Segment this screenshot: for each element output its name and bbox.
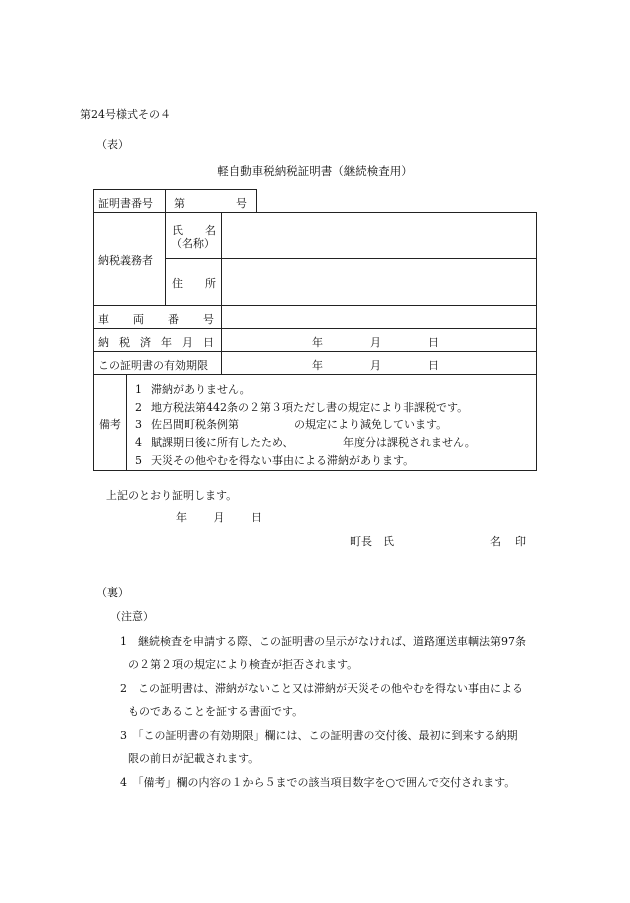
form-number: 第24号様式その４: [80, 108, 171, 121]
rule: [221, 212, 222, 374]
label-char: 日: [203, 336, 214, 349]
note-item: [120, 727, 518, 743]
rule: [126, 374, 127, 470]
cert-number-prefix: 第: [174, 197, 185, 210]
label-char: 号: [203, 313, 214, 326]
remark-num: 4: [135, 436, 142, 449]
note-num: 4: [120, 776, 127, 789]
mayor-text: 町長 氏: [350, 535, 394, 548]
back-label: （裏）: [96, 586, 129, 599]
name-label-1: 氏: [172, 224, 183, 237]
validity-year: 年: [312, 359, 323, 372]
issue-day: 日: [251, 511, 262, 524]
remark-item: [135, 399, 468, 415]
rule: [93, 212, 94, 470]
remark-item: [135, 381, 251, 397]
rule: [93, 189, 257, 190]
remark-text: 地方税法第442条の２第３項ただし書の規定により非課税です。: [151, 401, 469, 414]
remark-text: 滞納がありません。: [151, 383, 251, 396]
label-char: 税: [119, 336, 130, 349]
paid-date-label: [98, 334, 214, 350]
seal-char: 名: [490, 535, 501, 548]
label-char: 車: [98, 313, 109, 326]
remark-num: 3: [135, 418, 142, 431]
seal-char: 印: [515, 535, 526, 548]
note-line1: この証明書は、滞納がないこと又は滞納が天災その他やむを得ない事由による: [138, 682, 523, 695]
notes-label: （注意）: [110, 610, 154, 623]
label-char: 番: [168, 313, 179, 326]
note-item: [120, 680, 523, 696]
label-char: 年: [161, 336, 172, 349]
rule: [256, 189, 257, 212]
note-num: 1: [120, 635, 127, 648]
validity-label: この証明書の有効期限: [98, 359, 208, 372]
rule: [165, 189, 166, 212]
remark-item: [135, 416, 447, 432]
note-num: 2: [120, 682, 127, 695]
note-line1: 「備考」欄の内容の１から５までの該当項目数字を○で囲んで交付されます。: [138, 776, 516, 789]
remark-num: 5: [135, 454, 142, 467]
taxpayer-label: 納税義務者: [98, 254, 153, 267]
rule: [93, 328, 537, 329]
remark-text: 天災その他やむを得ない事由による滞納があります。: [151, 454, 415, 467]
note-num: 3: [120, 729, 127, 742]
rule: [93, 374, 537, 375]
note-line1: 「この証明書の有効期限」欄には、この証明書の交付後、最初に到来する納期: [138, 729, 518, 742]
document-title: 軽自動車税納税証明書（継続検査用）: [217, 164, 413, 178]
rule: [536, 212, 537, 470]
name-label-3: （名称）: [171, 237, 215, 250]
rule: [93, 351, 537, 352]
note-line1: 継続検査を申請する際、この証明書の呈示がなければ、道路運送車輌法第97条: [138, 635, 526, 648]
issue-month: 月: [213, 511, 225, 524]
note-continuation: ものであることを証する書面です。: [128, 705, 304, 718]
remarks-label: 備考: [99, 418, 121, 431]
rule: [93, 305, 537, 306]
note-continuation: 限の前日が記載されます。: [128, 752, 260, 765]
address-label-2: 所: [205, 277, 216, 290]
rule: [165, 212, 166, 305]
validity-day: 日: [428, 359, 439, 372]
remark-item: [135, 434, 476, 450]
label-char: 済: [140, 336, 151, 349]
label-char: 月: [182, 336, 193, 349]
paid-year: 年: [312, 336, 323, 349]
paid-month: 月: [370, 336, 381, 349]
issue-year: 年: [176, 511, 187, 524]
rule: [93, 470, 537, 471]
note-item: [120, 774, 515, 790]
cert-number-label: 証明書番号: [98, 197, 153, 210]
remark-text: 佐呂間町税条例第 の規定により減免しています。: [151, 418, 448, 431]
label-char: 納: [98, 336, 109, 349]
seal-text: [490, 533, 526, 549]
rule: [93, 212, 537, 213]
name-label-2: 名: [205, 224, 216, 237]
remark-num: 2: [135, 401, 142, 414]
address-label-1: 住: [172, 277, 183, 290]
remark-item: [135, 452, 414, 468]
front-label: （表）: [96, 138, 129, 151]
note-item: [120, 633, 526, 649]
paid-day: 日: [428, 336, 439, 349]
certify-text: 上記のとおり証明します。: [106, 489, 238, 502]
note-continuation: の２第２項の規定により検査が拒否されます。: [128, 658, 359, 671]
remark-text: 賦課期日後に所有したため、 年度分は課税されません。: [151, 436, 476, 449]
vehicle-number-label: [98, 311, 214, 327]
issue-date: [176, 509, 262, 525]
validity-month: 月: [370, 359, 381, 372]
rule: [93, 189, 94, 212]
remark-num: 1: [135, 383, 142, 396]
label-char: 両: [133, 313, 144, 326]
cert-number-suffix: 号: [236, 197, 247, 210]
